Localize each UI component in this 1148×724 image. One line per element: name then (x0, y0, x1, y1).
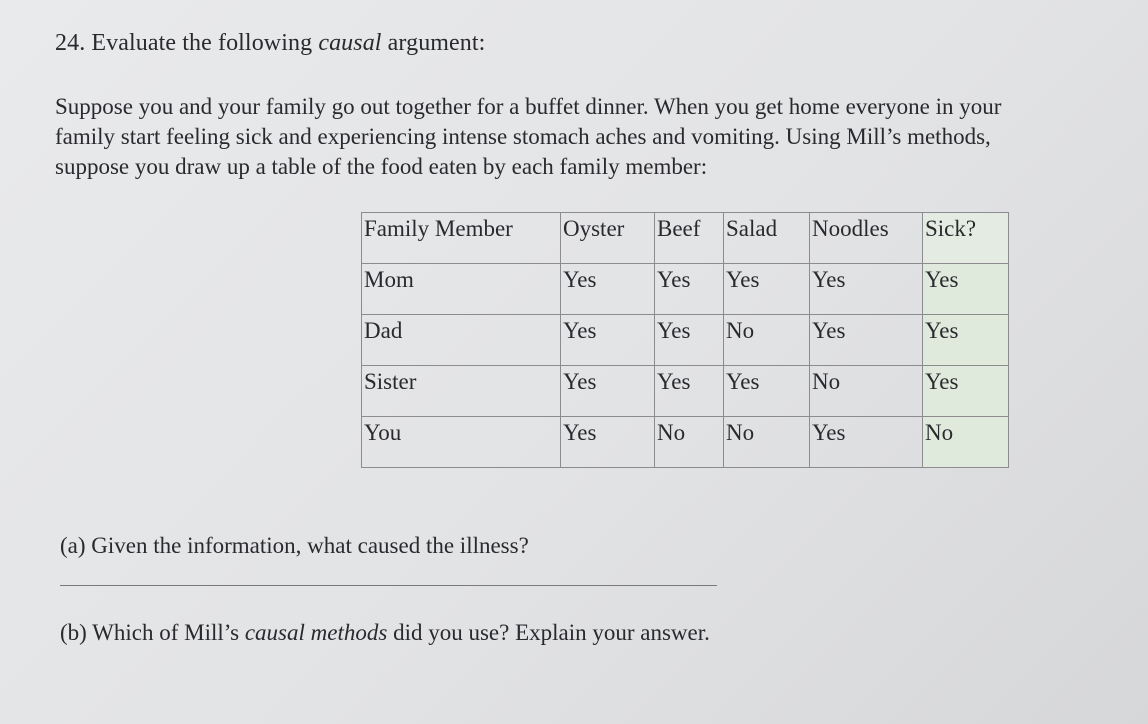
header-label: Family Member (364, 216, 513, 241)
title-suffix: argument: (381, 30, 486, 56)
cell-text: No (726, 318, 755, 343)
cell-text: Yes (563, 420, 597, 445)
title-emphasis: causal (318, 30, 382, 56)
cell-text: Yes (812, 318, 846, 343)
table-row (362, 417, 1009, 468)
header-cell (655, 213, 724, 264)
cell-text: No (925, 420, 954, 445)
part-b-question (60, 620, 710, 646)
table-cell (810, 366, 923, 417)
header-cell (724, 213, 810, 264)
intro-line: Suppose you and your family go out together for a buffet dinner. When you get home everyone in your (55, 94, 1002, 119)
intro-line: family start feeling sick and experiencing intense stomach aches and vomiting. Using Mill’s methods, (55, 124, 991, 149)
header-cell (810, 213, 923, 264)
table-cell (561, 315, 655, 366)
header-label: Salad (726, 216, 778, 241)
intro-line: suppose you draw up a table of the food eaten by each family member: (55, 154, 708, 179)
question-intro (55, 92, 1130, 182)
food-table (361, 212, 1009, 468)
table-cell (810, 417, 923, 468)
cell-text: Mom (364, 267, 414, 292)
answer-line (60, 585, 717, 586)
table-cell (362, 417, 561, 468)
table-header-row (362, 213, 1009, 264)
cell-text: Yes (925, 267, 959, 292)
table-cell (362, 315, 561, 366)
cell-text: Yes (812, 267, 846, 292)
table-cell (561, 417, 655, 468)
header-label: Oyster (563, 216, 625, 241)
table-cell (810, 315, 923, 366)
header-cell (561, 213, 655, 264)
title-prefix: 24. Evaluate the following (55, 30, 319, 56)
table-cell (724, 315, 810, 366)
cell-text: Yes (925, 369, 959, 394)
header-cell (923, 213, 1009, 264)
cell-text: Yes (657, 318, 691, 343)
cell-text: Dad (364, 318, 403, 343)
table-cell (923, 315, 1009, 366)
table-cell (724, 417, 810, 468)
cell-text: You (364, 420, 402, 445)
table-cell (655, 264, 724, 315)
table-cell (810, 264, 923, 315)
part-a-question: (a) Given the information, what caused the illness? (60, 533, 529, 558)
cell-text: Yes (563, 369, 597, 394)
table-cell (923, 264, 1009, 315)
cell-text: No (726, 420, 755, 445)
cell-text: Sister (364, 369, 417, 394)
table-cell (655, 417, 724, 468)
part-b-suffix: did you use? Explain your answer. (387, 620, 710, 645)
part-b-prefix: (b) Which of Mill’s (60, 620, 245, 645)
cell-text: Yes (563, 318, 597, 343)
table-cell (362, 366, 561, 417)
header-label: Beef (657, 216, 701, 241)
cell-text: No (657, 420, 686, 445)
cell-text: Yes (726, 267, 760, 292)
table-cell (923, 366, 1009, 417)
question-title (55, 30, 485, 57)
cell-text: Yes (726, 369, 760, 394)
table-cell (724, 366, 810, 417)
cell-text: Yes (657, 369, 691, 394)
table-cell (724, 264, 810, 315)
table-cell (655, 366, 724, 417)
table-cell (655, 315, 724, 366)
header-cell (362, 213, 561, 264)
header-label: Sick? (925, 216, 977, 241)
table-cell (923, 417, 1009, 468)
cell-text: No (812, 369, 841, 394)
table-cell (362, 264, 561, 315)
table-cell (561, 366, 655, 417)
table-row (362, 315, 1009, 366)
cell-text: Yes (657, 267, 691, 292)
cell-text: Yes (925, 318, 959, 343)
table-cell (561, 264, 655, 315)
header-label: Noodles (812, 216, 889, 241)
table-row (362, 366, 1009, 417)
cell-text: Yes (812, 420, 846, 445)
part-b-emphasis: causal methods (244, 620, 388, 645)
table-row (362, 264, 1009, 315)
cell-text: Yes (563, 267, 597, 292)
